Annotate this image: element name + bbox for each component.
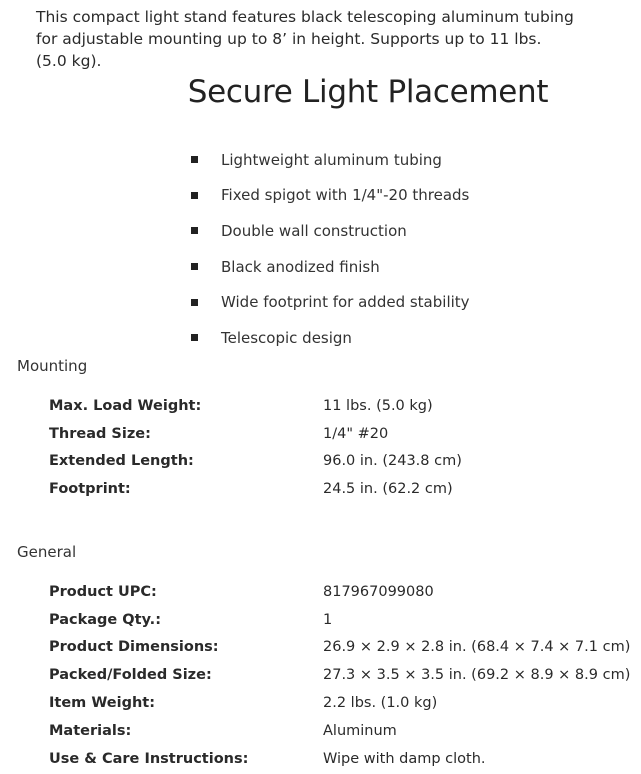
spec-value: 1/4" #20 [323, 425, 389, 442]
spec-label: Item Weight: [49, 695, 156, 712]
spec-row [49, 420, 462, 448]
feature-item: Fixed spigot with 1/4"-20 threads [189, 178, 470, 214]
feature-item: Lightweight aluminum tubing [189, 142, 470, 178]
spec-row [49, 392, 462, 420]
spec-row [49, 745, 630, 773]
spec-value: 96.0 in. (243.8 cm) [323, 453, 462, 470]
spec-row [49, 606, 630, 634]
spec-table-general [49, 578, 630, 773]
spec-label: Product UPC: [49, 583, 157, 600]
bullet-square-icon [191, 156, 198, 163]
feature-list [189, 142, 470, 356]
feature-headline: Secure Light Placement [187, 74, 549, 110]
section-title-mounting: Mounting [17, 357, 88, 375]
spec-label: Package Qty.: [49, 611, 161, 628]
spec-value: 11 lbs. (5.0 kg) [323, 397, 433, 414]
spec-value: 817967099080 [323, 583, 434, 600]
spec-row [49, 578, 630, 606]
bullet-square-icon [191, 299, 198, 306]
spec-value: Aluminum [323, 722, 397, 739]
spec-table-mounting [49, 392, 462, 503]
spec-value: Wipe with damp cloth. [323, 750, 486, 767]
bullet-square-icon [191, 263, 198, 270]
spec-row [49, 634, 630, 662]
spec-label: Materials: [49, 722, 132, 739]
spec-label: Packed/Folded Size: [49, 667, 212, 684]
spec-label: Thread Size: [49, 425, 151, 442]
feature-item: Double wall construction [189, 213, 470, 249]
feature-item: Telescopic design [189, 320, 470, 356]
spec-label: Footprint: [49, 481, 131, 498]
product-description: This compact light stand features black telescoping aluminum tubing for adjustable mounting up to 8’ in height. Supports up to 11 lbs. (5.0 kg). [36, 8, 574, 70]
section-title-general: General [17, 543, 77, 561]
spec-value: 1 [323, 611, 333, 628]
spec-label: Product Dimensions: [49, 639, 219, 656]
feature-item: Black anodized finish [189, 249, 470, 285]
spec-label: Extended Length: [49, 453, 194, 470]
bullet-square-icon [191, 192, 198, 199]
spec-row [49, 661, 630, 689]
bullet-square-icon [191, 334, 198, 341]
spec-row [49, 689, 630, 717]
bullet-square-icon [191, 227, 198, 234]
feature-item: Wide footprint for added stability [189, 284, 470, 320]
spec-value: 24.5 in. (62.2 cm) [323, 481, 453, 498]
spec-label: Max. Load Weight: [49, 397, 202, 414]
spec-row [49, 448, 462, 476]
spec-value: 27.3 × 3.5 × 3.5 in. (69.2 × 8.9 × 8.9 cm) [323, 667, 631, 684]
spec-row [49, 475, 462, 503]
spec-value: 26.9 × 2.9 × 2.8 in. (68.4 × 7.4 × 7.1 cm) [323, 639, 631, 656]
spec-value: 2.2 lbs. (1.0 kg) [323, 695, 438, 712]
spec-label: Use & Care Instructions: [49, 750, 249, 767]
spec-row [49, 717, 630, 745]
